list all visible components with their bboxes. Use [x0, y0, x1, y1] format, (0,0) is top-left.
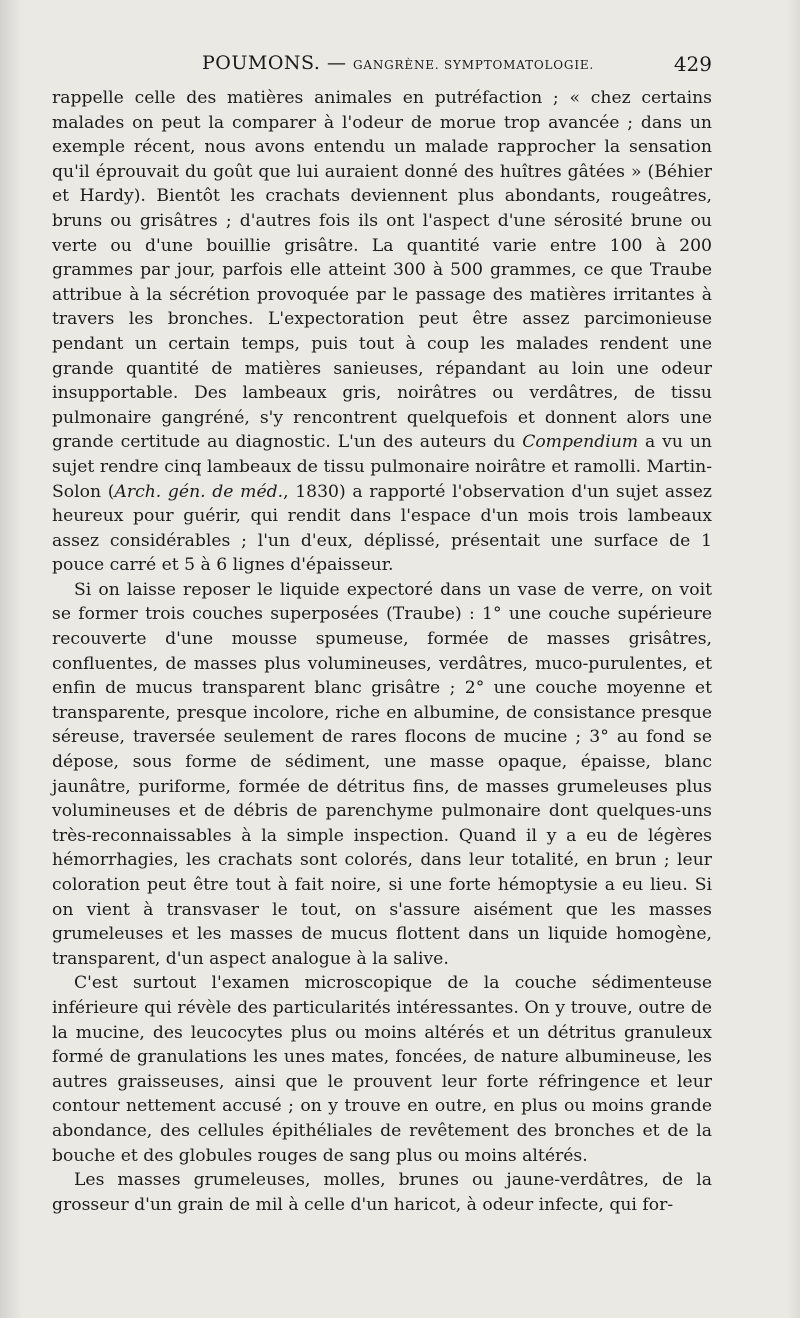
running-header	[52, 50, 712, 80]
text-segment: Si on laisse reposer le liquide expectoré dans un vase de verre, on voit se former trois couches superposées (Traube) : 1° une couche supérieure recouverte d'une mousse spumeuse, formée de masses grisâtres, confluentes, de masses plus volumineuses, verdâtres, muco-purulentes, et enfin de mucus transparent blanc grisâtre ; 2° une couche moyenne et transparente, presque incolore, riche en albumine, de consistance presque séreuse, traversée seulement de rares flocons de mucine ; 3° au fond se dépose, sous forme de sédiment, une masse opaque, épaisse, blanc jaunâtre, puriforme, formée de détritus fins, de masses grumeleuses plus volumineuses et de débris de parenchyme pulmonaire dont quelques-uns très-reconnaissables à la simple inspection. Quand il y a eu de légères hémorrhagies, les crachats sont colorés, dans leur totalité, en brun ; leur coloration peut être tout à fait noire, si une forte hémoptysie a eu lieu. Si on vient à transvaser le tout, on s'assure aisément que les masses grumeleuses et les masses de mucus flottent dans un liquide homogène, transparent, d'un aspect analogue à la salive.	[52, 579, 712, 969]
italic-segment: Compendium	[522, 432, 639, 453]
page-number: 429	[673, 52, 712, 76]
paragraph-1	[52, 86, 712, 578]
running-title-dash: —	[320, 52, 354, 74]
edge-shadow	[786, 0, 800, 1318]
text-segment: Les masses grumeleuses, molles, brunes ou jaune-verdâtres, de la grosseur d'un grain de mil à celle d'un haricot, à odeur infecte, qui for-	[52, 1170, 712, 1215]
text-segment: a vu un sujet rendre cinq lambeaux de tissu pulmonaire noirâtre et ramolli. Martin-Solon (	[52, 432, 712, 502]
paragraph-2	[52, 578, 712, 972]
running-title	[202, 52, 594, 74]
text-segment: rappelle celle des matières animales en putréfaction ; « chez certains malades on peut la comparer à l'odeur de morue trop avancée ; dans un exemple récent, nous avons entendu un malade rapprocher la sensation qu'il éprouvait du goût que lui auraient donné des huîtres gâtées » (Béhier et Hardy). Bientôt les crachats deviennent plus abondants, rougeâtres, bruns ou grisâtres ; d'autres fois ils ont l'aspect d'une sérosité brune ou verte ou d'une bouillie grisâtre. La quantité varie entre 100 à 200 grammes par jour, parfois elle atteint 300 à 500 grammes, ce que Traube attribue à la sécrétion provoquée par le passage des matières irritantes à travers les bronches. L'expectoration peut être assez parcimonieuse pendant un certain temps, puis tout à coup les malades rendent une grande quantité de matières sanieuses, répandant au loin une odeur insupportable. Des lambeaux gris, noirâtres ou verdâtres, de tissu pulmonaire gangréné, s'y rencontrent quelquefois et donnent alors une grande certitude au diagnostic. L'un des auteurs du	[52, 88, 712, 453]
running-title-sub: GANGRÈNE. SYMPTOMATOLOGIE.	[353, 58, 595, 72]
paragraph-3	[52, 971, 712, 1168]
body-text	[52, 86, 712, 1217]
text-segment: , 1830) a rapporté l'observation d'un sujet assez heureux pour guérir, qui rendit dans l'espace d'un mois trois lambeaux assez considérables ; l'un d'eux, déplissé, présentait une surface de 1 pouce carré et 5 à 6 lignes d'épaisseur.	[52, 481, 712, 576]
paragraph-4	[52, 1168, 712, 1217]
running-title-main: POUMONS.	[202, 52, 321, 74]
text-segment: C'est surtout l'examen microscopique de la couche sédimenteuse inférieure qui révèle des particularités intéressantes. On y trouve, outre de la mucine, des leucocytes plus ou moins altérés et un détritus granuleux formé de granulations les unes mates, foncées, de nature albumineuse, les autres graisseuses, ainsi que le prouvent leur forte réfringence et leur contour nettement accusé ; on y trouve en outre, en plus ou moins grande abondance, des cellules épithéliales de revêtement des bronches et de la bouche et des globules rouges de sang plus ou moins altérés.	[52, 973, 712, 1166]
gutter-shadow	[0, 0, 22, 1318]
italic-segment: Arch. gén. de méd.	[114, 481, 284, 502]
